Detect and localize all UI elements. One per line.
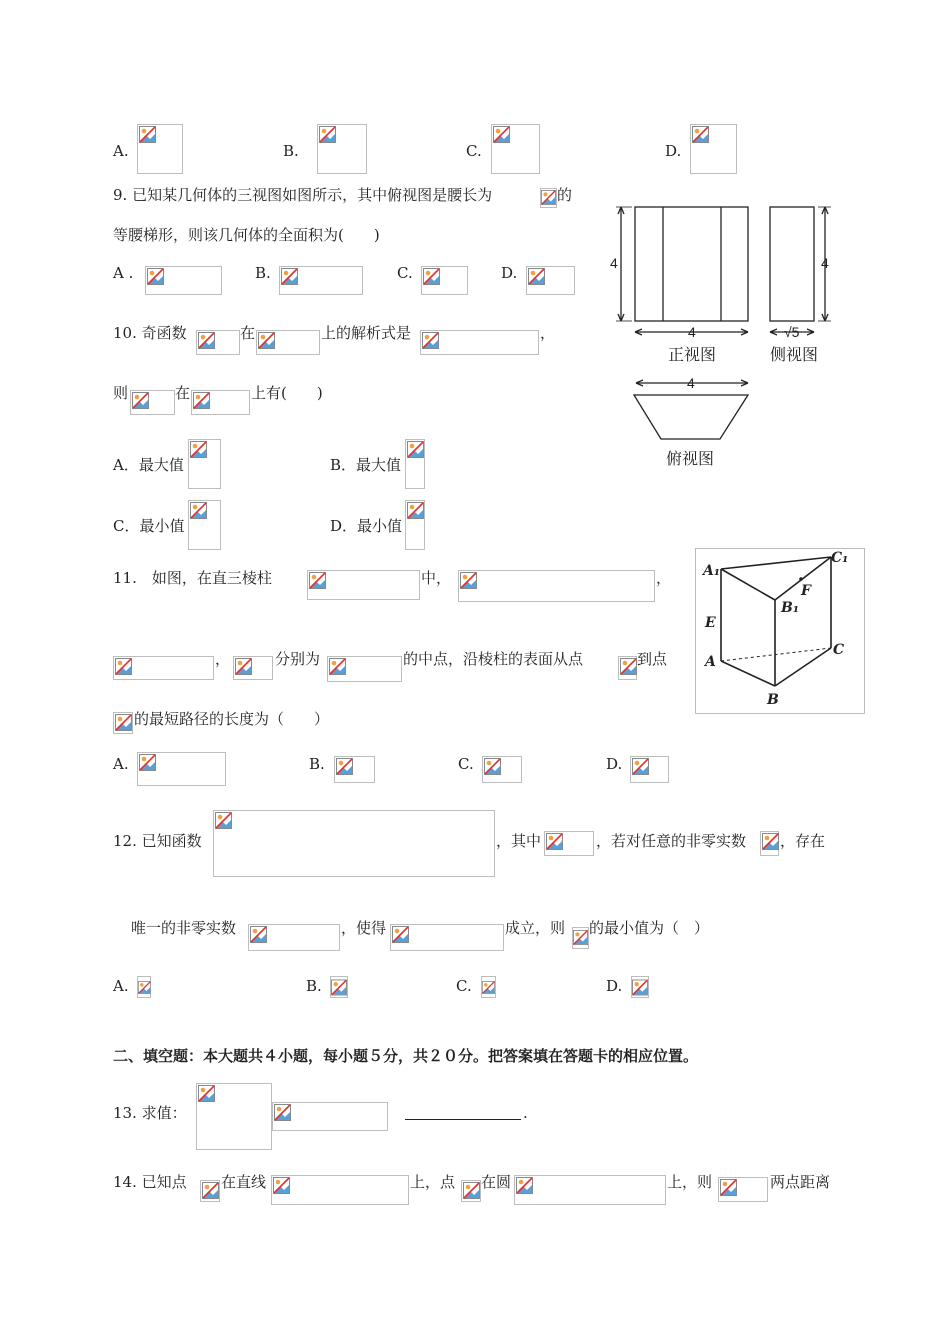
broken-image-icon <box>760 831 779 856</box>
section-heading: 二、填空题：本大题共４小题，每小题５分，共２０分。把答案填在答题卡的相应位置。 <box>113 1047 699 1065</box>
q10-option-d: D．最小值 <box>330 517 403 535</box>
top-view-trapezoid <box>634 395 748 439</box>
side-height-label: 4 <box>821 255 829 271</box>
label-c1: C₁ <box>831 550 849 566</box>
broken-image-icon <box>540 188 557 208</box>
q14-stem-a: 14. 已知点 <box>113 1173 187 1191</box>
q10-stem-d: ， <box>540 324 556 342</box>
broken-image-icon <box>213 810 495 877</box>
q14-stem-f: 两点距离 <box>770 1173 831 1191</box>
q10-option-b: B．最大值 <box>330 456 402 474</box>
broken-image-icon <box>482 756 522 783</box>
front-caption: 正视图 <box>668 347 717 364</box>
q8-option-d: D. <box>665 142 682 160</box>
q11-stem-f: 的中点，沿棱柱的表面从点 <box>403 650 584 668</box>
q11-option-a: A. <box>113 755 129 773</box>
broken-image-icon <box>113 712 133 734</box>
broken-image-icon <box>461 1180 481 1202</box>
broken-image-icon <box>491 124 540 174</box>
broken-image-icon <box>137 124 183 174</box>
broken-image-icon <box>130 390 175 415</box>
q10-stem-g: 上有( ) <box>251 384 323 402</box>
q12-option-d: D. <box>606 977 623 995</box>
label-a: A <box>705 654 716 670</box>
q13-end: . <box>523 1104 528 1122</box>
broken-image-icon <box>390 924 504 951</box>
q11-option-b: B. <box>309 755 325 773</box>
broken-image-icon <box>307 570 420 600</box>
broken-image-icon <box>256 330 320 355</box>
broken-image-icon <box>420 330 539 355</box>
q10-option-c: C．最小值 <box>113 517 185 535</box>
broken-image-icon <box>272 1102 388 1131</box>
q9-option-c: C. <box>397 264 413 282</box>
label-e: E <box>705 615 716 631</box>
broken-image-icon <box>514 1175 666 1205</box>
broken-image-icon <box>327 656 402 682</box>
broken-image-icon <box>572 927 589 949</box>
q12-stem-h: 的最小值为（ ） <box>589 919 710 937</box>
broken-image-icon <box>113 656 214 680</box>
broken-image-icon <box>481 976 496 998</box>
q9-stem-line2: 等腰梯形，则该几何体的全面积为( ) <box>113 226 380 244</box>
q9-option-b: B. <box>255 264 271 282</box>
q12-stem-a: 12. 已知函数 <box>113 832 202 850</box>
q11-stem-c: ， <box>656 569 672 587</box>
q12-option-b: B. <box>306 977 322 995</box>
side-caption: 侧视图 <box>770 347 819 364</box>
q12-stem-g: 成立，则 <box>505 919 566 937</box>
q10-stem-a: 10. 奇函数 <box>113 324 187 342</box>
label-b1: B₁ <box>781 600 799 616</box>
prism-figure <box>695 548 865 714</box>
broken-image-icon <box>334 756 375 783</box>
answer-blank[interactable] <box>405 1119 521 1120</box>
broken-image-icon <box>718 1177 768 1202</box>
q10-stem-f: 在 <box>175 384 191 402</box>
broken-image-icon <box>317 124 367 174</box>
q8-option-c: C. <box>466 142 482 160</box>
q11-stem-d: ， <box>215 650 231 668</box>
broken-image-icon <box>137 752 226 786</box>
broken-image-icon <box>458 570 655 602</box>
broken-image-icon <box>200 1180 220 1202</box>
broken-image-icon <box>421 266 468 295</box>
q11-stem-e: 分别为 <box>275 650 321 668</box>
top-width-label: 4 <box>687 375 695 391</box>
broken-image-icon <box>544 831 594 856</box>
broken-image-icon <box>145 266 222 295</box>
broken-image-icon <box>618 656 637 680</box>
broken-image-icon <box>526 266 575 295</box>
q14-stem-b: 在直线 <box>221 1173 267 1191</box>
label-b: B <box>767 692 779 708</box>
front-view-rect <box>635 207 748 321</box>
q14-stem-d: 在圆 <box>481 1173 512 1191</box>
q13-label: 13. 求值： <box>113 1104 187 1122</box>
q11-stem-a: 11. 如图，在直三棱柱 <box>113 569 272 587</box>
q9-option-d: D. <box>501 264 518 282</box>
broken-image-icon <box>196 330 240 355</box>
broken-image-icon <box>690 124 737 174</box>
front-width-label: 4 <box>688 324 696 340</box>
q11-stem-b: 中， <box>421 569 452 587</box>
q12-stem-e: 唯一的非零实数 <box>131 919 237 937</box>
q10-stem-e: 则 <box>113 384 129 402</box>
broken-image-icon <box>630 756 669 783</box>
q14-stem-c: 上，点 <box>410 1173 456 1191</box>
broken-image-icon <box>330 976 348 998</box>
front-height-label: 4 <box>610 255 618 271</box>
broken-image-icon <box>137 976 151 998</box>
q10-stem-b: 在 <box>240 324 256 342</box>
side-width-label: √5 <box>784 324 800 340</box>
broken-image-icon <box>188 439 221 489</box>
label-c: C <box>833 642 845 658</box>
broken-image-icon <box>271 1175 409 1205</box>
label-f: F <box>801 583 811 599</box>
broken-image-icon <box>405 439 425 489</box>
q9-stem-suffix: 的 <box>557 186 573 204</box>
q12-stem-b: ，其中 <box>496 832 542 850</box>
broken-image-icon <box>279 266 363 295</box>
q8-option-a: A. <box>113 142 129 160</box>
q12-option-c: C. <box>456 977 472 995</box>
q11-stem-h: 的最短路径的长度为（ ） <box>134 710 330 728</box>
q12-stem-f: ，使得 <box>341 919 387 937</box>
q10-stem-c: 上的解析式是 <box>321 324 412 342</box>
q11-stem-g: 到点 <box>637 650 668 668</box>
broken-image-icon <box>196 1083 272 1150</box>
q11-option-d: D. <box>606 755 623 773</box>
broken-image-icon <box>405 500 425 550</box>
broken-image-icon <box>191 390 250 415</box>
q9-option-a: A . <box>113 264 134 282</box>
broken-image-icon <box>233 656 273 680</box>
label-a1: A₁ <box>703 563 720 579</box>
side-view-rect <box>770 207 814 321</box>
three-view-figure <box>610 196 840 476</box>
q8-option-b: B. <box>283 142 299 160</box>
top-caption: 俯视图 <box>666 451 715 468</box>
broken-image-icon <box>631 976 649 998</box>
q9-stem-line1: 9. 已知某几何体的三视图如图所示，其中俯视图是腰长为 <box>113 186 493 204</box>
q12-option-a: A. <box>113 977 129 995</box>
broken-image-icon <box>188 500 221 550</box>
broken-image-icon <box>248 924 340 951</box>
q12-stem-c: ，若对任意的非零实数 <box>596 832 747 850</box>
q12-stem-d: ，存在 <box>780 832 826 850</box>
q10-option-a: A．最大值 <box>113 456 184 474</box>
q11-option-c: C. <box>458 755 474 773</box>
q14-stem-e: 上，则 <box>667 1173 713 1191</box>
